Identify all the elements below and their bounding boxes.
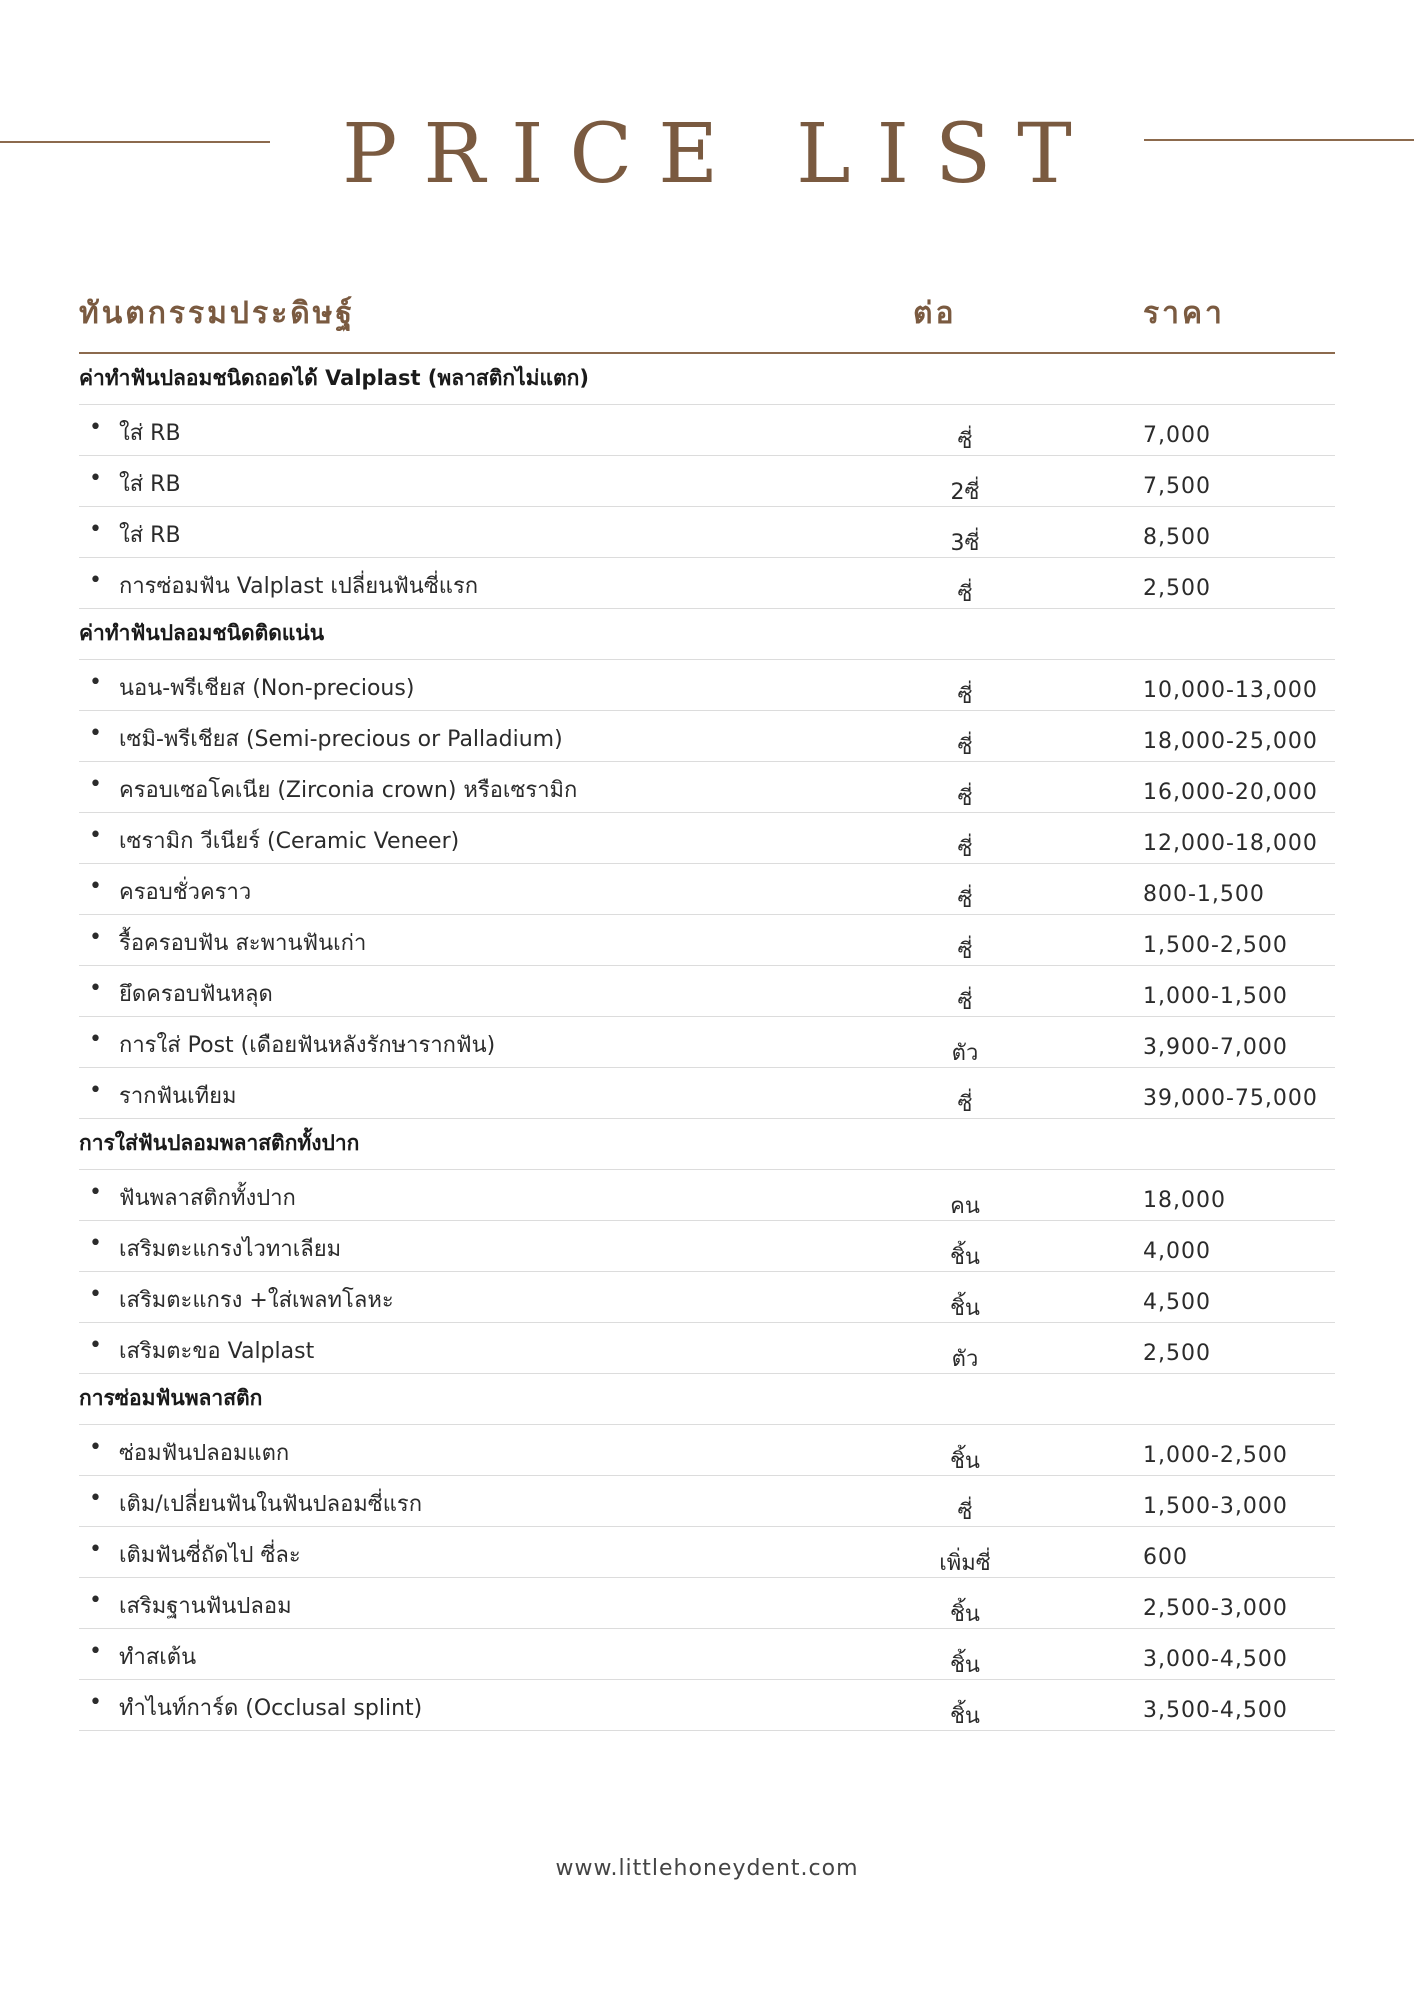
table-row xyxy=(79,1425,1335,1476)
table-row xyxy=(79,507,1335,558)
item-price: 7,000 xyxy=(1143,423,1211,448)
table-row xyxy=(79,1272,1335,1323)
bullet-icon: • xyxy=(89,670,102,695)
item-price: 3,900-7,000 xyxy=(1143,1035,1288,1060)
item-name: การใส่ Post (เดือยฟันหลังรักษารากฟัน) xyxy=(119,1033,496,1058)
item-unit: ชิ้น xyxy=(950,1449,980,1474)
item-price: 1,500-2,500 xyxy=(1143,933,1288,958)
item-name: ใส่ RB xyxy=(119,523,181,548)
section-label: การซ่อมฟันพลาสติก xyxy=(79,1386,263,1410)
item-price: 1,000-2,500 xyxy=(1143,1443,1288,1468)
item-unit: ตัว xyxy=(951,1041,979,1066)
bullet-icon: • xyxy=(89,874,102,899)
item-name: เสริมตะขอ Valplast xyxy=(119,1339,315,1364)
item-name: การซ่อมฟัน Valplast เปลี่ยนฟันซี่แรก xyxy=(119,574,479,599)
item-name: เติม/เปลี่ยนฟันในฟันปลอมซี่แรก xyxy=(119,1492,423,1517)
bullet-icon: • xyxy=(89,823,102,848)
bullet-icon: • xyxy=(89,1333,102,1358)
item-price: 1,500-3,000 xyxy=(1143,1494,1288,1519)
bullet-icon: • xyxy=(89,721,102,746)
bullet-icon: • xyxy=(89,1282,102,1307)
table-row xyxy=(79,966,1335,1017)
item-name: ใส่ RB xyxy=(119,472,181,497)
website-footer: www.littlehoneydent.com xyxy=(555,1856,859,1881)
bullet-icon: • xyxy=(89,1486,102,1511)
table-row xyxy=(79,1323,1335,1374)
section-row xyxy=(79,354,1335,405)
item-price: 8,500 xyxy=(1143,525,1211,550)
item-name: ทำสเต้น xyxy=(119,1645,197,1670)
bullet-icon: • xyxy=(89,976,102,1001)
item-price: 10,000-13,000 xyxy=(1143,678,1318,703)
header-price: ราคา xyxy=(1143,296,1225,331)
item-name: นอน-พรีเชียส (Non-precious) xyxy=(119,676,415,701)
item-unit: ซี่ xyxy=(957,786,973,811)
item-price: 800-1,500 xyxy=(1143,882,1265,907)
item-unit: ซี่ xyxy=(957,1092,973,1117)
table-row xyxy=(79,1527,1335,1578)
item-unit: คน xyxy=(950,1194,980,1219)
table-row xyxy=(79,1068,1335,1119)
table-row xyxy=(79,1476,1335,1527)
item-name: ครอบชั่วคราว xyxy=(119,880,252,905)
table-body xyxy=(79,354,1335,1731)
item-unit: ชิ้น xyxy=(950,1296,980,1321)
item-name: รื้อครอบฟัน สะพานฟันเก่า xyxy=(119,931,367,956)
item-price: 3,500-4,500 xyxy=(1143,1698,1288,1723)
bullet-icon: • xyxy=(89,925,102,950)
item-unit: 2ซี่ xyxy=(950,480,980,505)
item-unit: ซี่ xyxy=(957,888,973,913)
item-price: 1,000-1,500 xyxy=(1143,984,1288,1009)
item-name: ครอบเซอโคเนีย (Zirconia crown) หรือเซรามิก xyxy=(119,778,578,803)
item-unit: ซี่ xyxy=(957,429,973,454)
bullet-icon: • xyxy=(89,466,102,491)
table-row xyxy=(79,813,1335,864)
item-price: 4,500 xyxy=(1143,1290,1211,1315)
table-row xyxy=(79,405,1335,456)
item-unit: ชิ้น xyxy=(950,1245,980,1270)
bullet-icon: • xyxy=(89,1690,102,1715)
header-unit: ต่อ xyxy=(913,296,957,331)
item-name: เซมิ-พรีเชียส (Semi-precious or Palladium) xyxy=(119,727,563,752)
item-unit: เพิ่มซี่ xyxy=(939,1551,991,1576)
table-row xyxy=(79,1017,1335,1068)
item-price: 2,500-3,000 xyxy=(1143,1596,1288,1621)
item-unit: ชิ้น xyxy=(950,1704,980,1729)
item-price: 4,000 xyxy=(1143,1239,1211,1264)
section-row xyxy=(79,1119,1335,1170)
bullet-icon: • xyxy=(89,1639,102,1664)
item-price: 16,000-20,000 xyxy=(1143,780,1318,805)
item-name: ซ่อมฟันปลอมแตก xyxy=(119,1441,290,1466)
item-price: 3,000-4,500 xyxy=(1143,1647,1288,1672)
table-header xyxy=(79,280,1335,354)
table-row xyxy=(79,711,1335,762)
bullet-icon: • xyxy=(89,517,102,542)
item-unit: ซี่ xyxy=(957,990,973,1015)
bullet-icon: • xyxy=(89,1588,102,1613)
item-unit: ชิ้น xyxy=(950,1602,980,1627)
item-name: เซรามิก วีเนียร์ (Ceramic Veneer) xyxy=(119,829,460,854)
item-price: 600 xyxy=(1143,1545,1188,1570)
item-unit: ซี่ xyxy=(957,939,973,964)
item-name: เสริมฐานฟันปลอม xyxy=(119,1594,292,1619)
item-unit: ซี่ xyxy=(957,735,973,760)
bullet-icon: • xyxy=(89,415,102,440)
item-price: 18,000 xyxy=(1143,1188,1226,1213)
bullet-icon: • xyxy=(89,1078,102,1103)
bullet-icon: • xyxy=(89,772,102,797)
item-name: เสริมตะแกรงไวทาเลียม xyxy=(119,1237,342,1262)
section-label: ค่าทำฟันปลอมชนิดถอดได้ Valplast (พลาสติกไม่แตก) xyxy=(79,366,589,390)
section-label: การใส่ฟันปลอมพลาสติกทั้งปาก xyxy=(79,1131,360,1155)
table-row xyxy=(79,1221,1335,1272)
table-row xyxy=(79,1629,1335,1680)
table-row xyxy=(79,864,1335,915)
table-row xyxy=(79,558,1335,609)
item-unit: 3ซี่ xyxy=(950,531,980,556)
price-table xyxy=(79,280,1335,1731)
section-label: ค่าทำฟันปลอมชนิดติดแน่น xyxy=(79,621,325,645)
item-name: เสริมตะแกรง +ใส่เพลทโลหะ xyxy=(119,1288,394,1313)
bullet-icon: • xyxy=(89,1027,102,1052)
bullet-icon: • xyxy=(89,1180,102,1205)
bullet-icon: • xyxy=(89,568,102,593)
item-name: รากฟันเทียม xyxy=(119,1084,237,1109)
item-unit: ตัว xyxy=(951,1347,979,1372)
item-name: ใส่ RB xyxy=(119,421,181,446)
table-row xyxy=(79,1170,1335,1221)
bullet-icon: • xyxy=(89,1435,102,1460)
item-unit: ซี่ xyxy=(957,837,973,862)
item-unit: ซี่ xyxy=(957,1500,973,1525)
item-price: 2,500 xyxy=(1143,1341,1211,1366)
item-unit: ซี่ xyxy=(957,684,973,709)
item-name: ทำไนท์การ์ด (Occlusal splint) xyxy=(119,1696,423,1721)
table-row xyxy=(79,1578,1335,1629)
item-price: 12,000-18,000 xyxy=(1143,831,1318,856)
item-price: 39,000-75,000 xyxy=(1143,1086,1318,1111)
item-price: 7,500 xyxy=(1143,474,1211,499)
page-title: PRICE LIST xyxy=(342,107,1098,202)
header-item: ทันตกรรมประดิษฐ์ xyxy=(79,296,356,331)
item-unit: ชิ้น xyxy=(950,1653,980,1678)
section-row xyxy=(79,1374,1335,1425)
bullet-icon: • xyxy=(89,1537,102,1562)
table-row xyxy=(79,915,1335,966)
item-price: 2,500 xyxy=(1143,576,1211,601)
table-row xyxy=(79,1680,1335,1731)
item-name: ยึดครอบฟันหลุด xyxy=(119,982,273,1007)
item-name: ฟันพลาสติกทั้งปาก xyxy=(119,1186,296,1211)
item-name: เติมฟันซี่ถัดไป ซี่ละ xyxy=(119,1543,301,1568)
item-price: 18,000-25,000 xyxy=(1143,729,1318,754)
item-unit: ซี่ xyxy=(957,582,973,607)
table-row xyxy=(79,456,1335,507)
section-row xyxy=(79,609,1335,660)
bullet-icon: • xyxy=(89,1231,102,1256)
table-row xyxy=(79,660,1335,711)
table-row xyxy=(79,762,1335,813)
